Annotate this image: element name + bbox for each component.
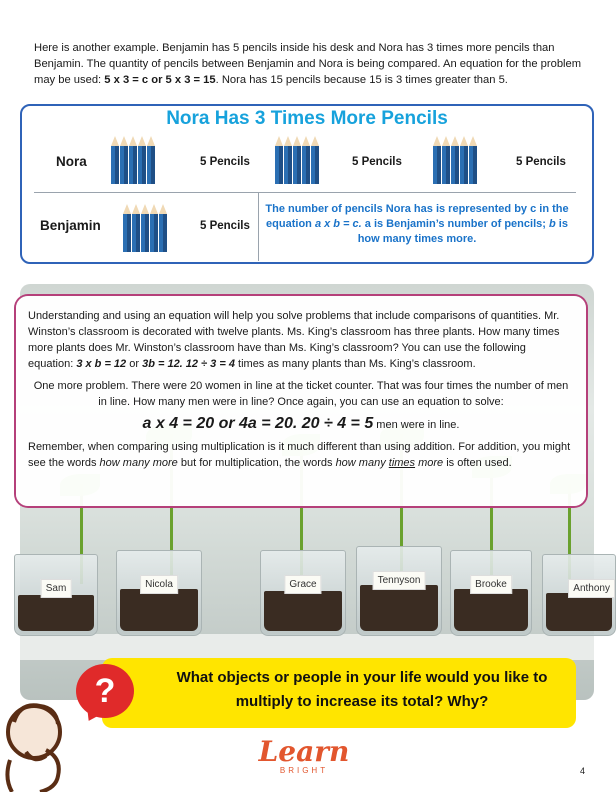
panel-p1-end: times as many plants than Ms. King’s classroom. xyxy=(234,358,476,370)
cup-label: Brooke xyxy=(470,575,512,594)
pencil-comparison-box xyxy=(20,104,594,264)
divider-horizontal xyxy=(34,192,576,193)
cup-soil xyxy=(120,589,198,631)
intro-text-2: . Nora has 15 pencils because 15 is 3 times greater than 5. xyxy=(215,74,508,86)
pencil-group-icon xyxy=(122,204,168,254)
plant-cup xyxy=(542,554,616,636)
explain-text-b: a is Benjamin’s number of pencils; xyxy=(361,218,549,230)
panel-p3-text-b: but for multiplication, the words xyxy=(177,457,336,469)
panel-equation xyxy=(28,416,574,433)
explain-var-b: b xyxy=(548,218,556,230)
window-sill xyxy=(20,634,594,660)
pencil-group-icon xyxy=(432,136,478,186)
benjamin-label: Benjamin xyxy=(40,218,101,233)
pencil-group-icon xyxy=(274,136,320,186)
pencil-icon xyxy=(147,136,155,184)
pencil-icon xyxy=(302,136,310,184)
pencil-icon xyxy=(141,204,149,252)
explain-text-a: The number of pencils Nora has is represented by c in the equation xyxy=(265,203,569,230)
panel-equation-text: a x 4 = 20 or 4a = 20. 20 ÷ 4 = 5 xyxy=(142,415,374,432)
question-text: What objects or people in your life would you like to multiply to increase its total? Why? xyxy=(176,669,548,710)
divider-vertical xyxy=(258,193,259,261)
nora-count-1: 5 Pencils xyxy=(200,156,250,168)
pencil-icon xyxy=(311,136,319,184)
intro-equation: 5 x 3 = c or 5 x 3 = 15 xyxy=(104,74,216,86)
question-bar xyxy=(102,658,576,728)
pencil-icon xyxy=(433,136,441,184)
pencil-icon xyxy=(111,136,119,184)
panel-p3-text-a: Remember, when comparing using multiplication is it much different than using addition. For addition, you might see the words xyxy=(28,441,571,469)
panel-paragraph-2: One more problem. There were 20 women in line at the ticket counter. That was four times the number of men in line. How many men were in line? Once again, you can use an equation to solve: xyxy=(33,380,569,408)
nora-count-3: 5 Pencils xyxy=(516,156,566,168)
plant-cup xyxy=(14,554,98,636)
cup-label: Anthony xyxy=(568,579,615,598)
pencil-group-icon xyxy=(110,136,156,186)
pencil-icon xyxy=(123,204,131,252)
pencil-icon xyxy=(120,136,128,184)
panel-p3-italic-2a: how many xyxy=(335,457,389,469)
cup-soil xyxy=(264,591,342,631)
benjamin-count: 5 Pencils xyxy=(200,220,250,232)
cup-label: Grace xyxy=(284,575,321,594)
logo-bright: BRIGHT xyxy=(279,766,329,775)
panel-p3-italic-1: how many more xyxy=(99,457,178,469)
nora-label: Nora xyxy=(56,154,87,169)
plant-cup xyxy=(450,550,532,636)
cup-label: Sam xyxy=(41,579,72,598)
thinking-person-icon xyxy=(0,692,92,792)
intro-text-1: Here is another example. Benjamin has 5 pencils inside his desk and Nora has 3 times more pencils than Benjamin. The quantity of pencils between Benjamin and Nora is being compared. An equation for the problem may be used: xyxy=(34,42,582,86)
panel-p1-eq2: 3b = 12. 12 ÷ 3 = 4 xyxy=(142,358,235,370)
pencil-icon xyxy=(159,204,167,252)
lesson-text-panel xyxy=(16,296,586,506)
question-mark-icon: ? xyxy=(76,664,134,718)
pencil-icon xyxy=(275,136,283,184)
plant-cup xyxy=(260,550,346,636)
pencil-icon xyxy=(129,136,137,184)
pencil-icon xyxy=(138,136,146,184)
pencil-icon xyxy=(469,136,477,184)
pencil-icon xyxy=(132,204,140,252)
box-title: Nora Has 3 Times More Pencils xyxy=(166,108,448,129)
pencil-icon xyxy=(451,136,459,184)
plant-cup xyxy=(116,550,202,636)
panel-p1-text: Understanding and using an equation will help you solve problems that include comparisons of quantities. Mr. Winston’s classroom is decorated with twelve plants. Ms. King’s classroom has three plants. How many times more plants does Mr. Winston’s classroom have than Ms. King’s classroom? You can use the following equation: xyxy=(28,310,560,370)
panel-paragraph-3 xyxy=(28,439,574,471)
nora-count-2: 5 Pencils xyxy=(352,156,402,168)
pencil-explanation xyxy=(262,202,572,247)
panel-p3-italic-times: times xyxy=(388,457,416,469)
logo-learn: Learn xyxy=(258,735,350,768)
cup-soil xyxy=(546,593,612,631)
panel-p1-or: or xyxy=(126,358,143,370)
pencil-icon xyxy=(284,136,292,184)
plant-cup xyxy=(356,546,442,636)
panel-p3-text-c: is often used. xyxy=(443,457,512,469)
pencil-icon xyxy=(150,204,158,252)
cup-label: Tennyson xyxy=(373,571,426,590)
panel-p1-eq1: 3 x b = 12 xyxy=(76,358,127,370)
pencil-icon xyxy=(442,136,450,184)
explain-equation: a x b = c. xyxy=(314,218,362,230)
cup-soil xyxy=(360,585,438,631)
panel-p3-italic-2c: more xyxy=(415,457,444,469)
pencil-icon xyxy=(460,136,468,184)
panel-equation-tail: men were in line. xyxy=(373,419,460,431)
pencil-icon xyxy=(293,136,301,184)
intro-paragraph xyxy=(34,40,582,88)
page-number: 4 xyxy=(580,766,586,776)
panel-paragraph-1 xyxy=(28,308,574,372)
learn-bright-logo xyxy=(252,735,356,775)
cup-soil xyxy=(18,595,94,631)
explain-text-c: is how many times more. xyxy=(357,218,568,245)
cup-soil xyxy=(454,589,528,631)
cup-label: Nicola xyxy=(140,575,178,594)
